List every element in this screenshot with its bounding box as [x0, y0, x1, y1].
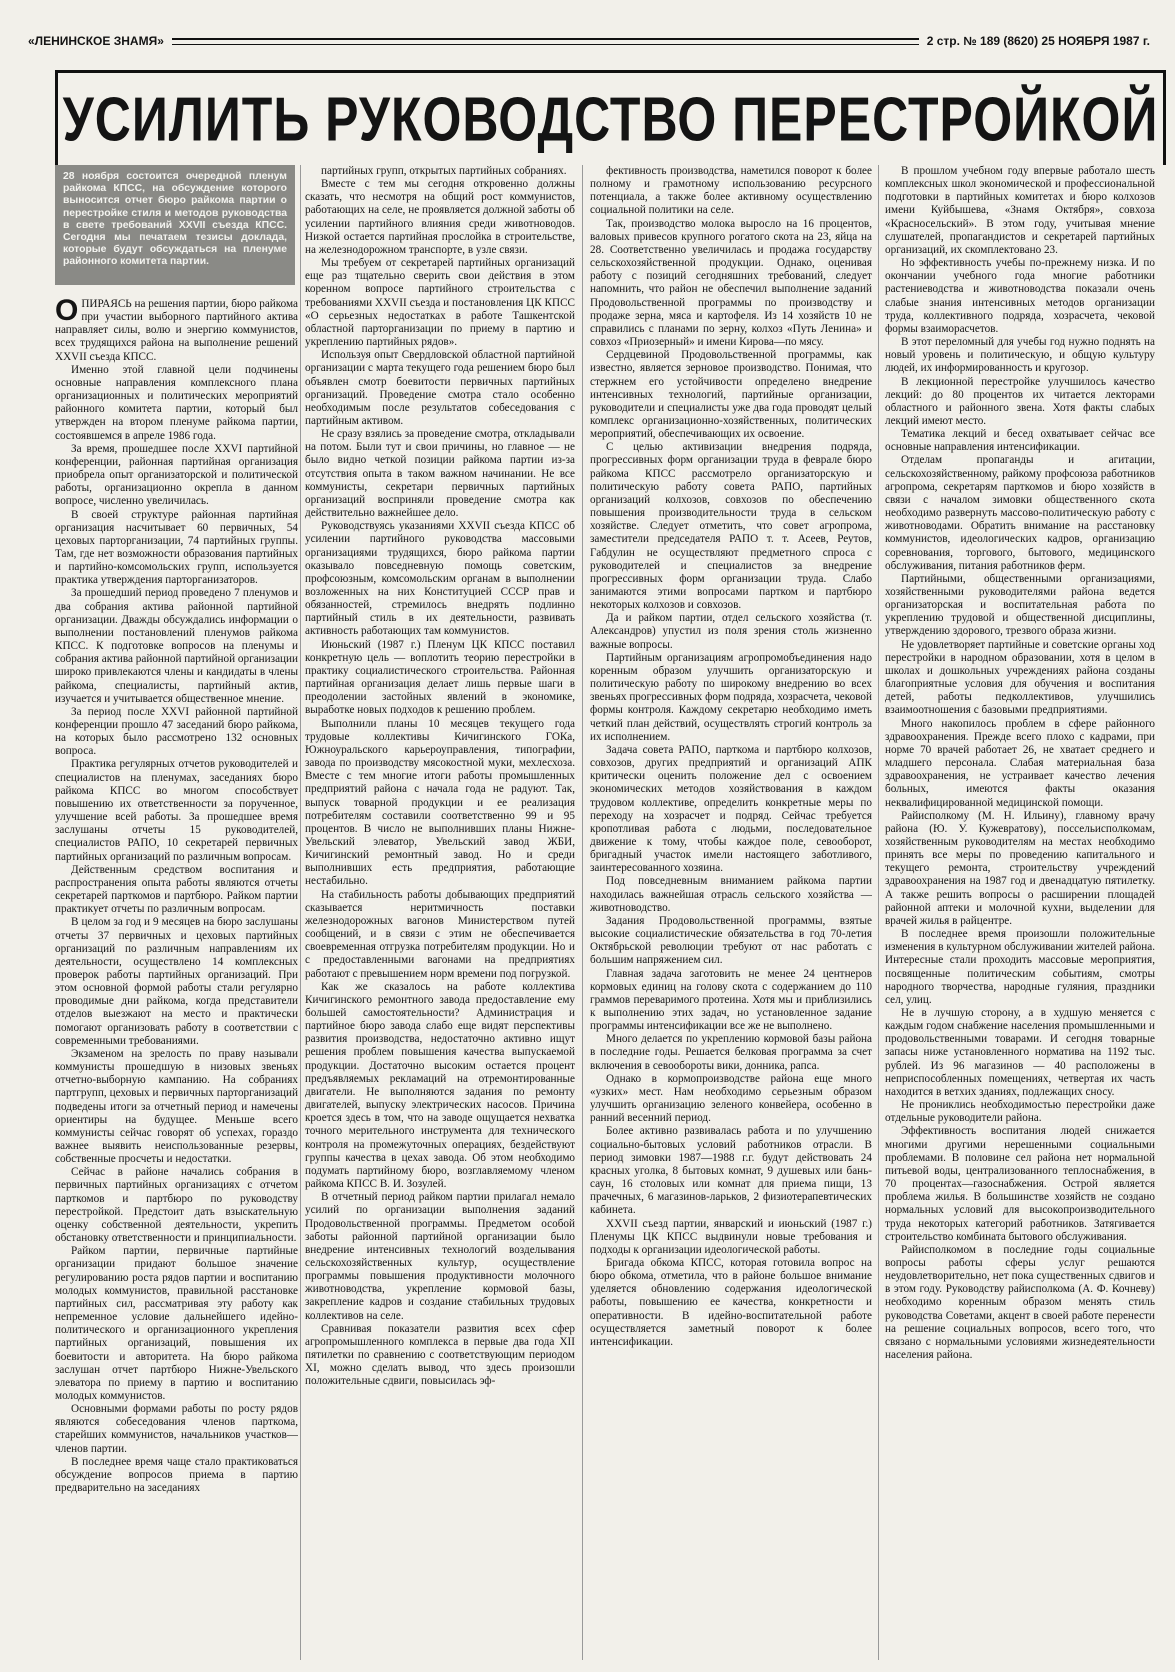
article-paragraph: Но эффективность учебы по-прежнему низка. И по окончании учебного года многие работники растениеводства и животноводства показали очень слабые знания интенсивных методов организации труда, коллективного подряда, хозрасчета, чековой формы взаиморасчетов. [885, 257, 1155, 335]
article-paragraph: Более активно развивалась работа и по улучшению социально-бытовых условий работников отрасли. В период зимовки 1987—1988 г.г. будут действовать 24 красных уголка, 8 бытовых комнат, 9 душевых или бань-саун, 16 столовых или комнат для приема пищи, 13 прачечных, 6 магазинов-ларьков, 2 физиотерапевтических кабинета. [590, 1125, 872, 1217]
article-paragraph: Руководствуясь указаниями XXVII съезда КПСС об усилении партийного руководства массовыми организациями трудящихся, бюро райкома партии оказывало повседневную помощь советским, профсоюзным, комсомольским органам в выполнении возложенных на них Конституцией СССР прав и обязанностей, стремилось внедрять подлинно партийный стиль в их деятельности, развивать активность работающих там коммунистов. [305, 520, 575, 638]
article-column-2 [305, 165, 575, 1660]
issue-info: 2 стр. № 189 (8620) 25 НОЯБРЯ 1987 г. [926, 34, 1150, 48]
article-column-1 [55, 298, 298, 1658]
article-paragraph: Бригада обкома КПСС, которая готовила вопрос на бюро обкома, отметила, что в районе большое внимание уделяется обновлению содержания идеологической работы, повышению ее качества, конкретности и оперативности. В идейно-воспитательной работе осуществляется заметный поворот к более интенсификации. [590, 1256, 872, 1348]
article-paragraph: Сейчас в районе начались собрания в первичных партийных организациях с отчетом парткомов и партбюро по руководству перестройкой. Предстоит дать взыскательную оценку собственной деятельности, укрепить обстановку ответственности и принципиальности. [55, 1166, 298, 1245]
article-column-4 [885, 165, 1155, 1660]
article-paragraph: Не удовлетворяет партийные и советские органы ход перестройки в народном образовании, хотя в целом в школах и дошкольных учреждениях района созданы благоприятные условия для обучения и воспитания детей, работы педколлективов, улучшились взаимоотношения с базовыми предприятиями. [885, 638, 1155, 717]
article-paragraph: Июньский (1987 г.) Пленум ЦК КПСС поставил конкретную цель — воплотить теорию перестройки в практику социалистического строительства. Районная партийная организация делает лишь первые шаги в преодолении застойных явлений в экономике, выработке новых подходов к решению проблем. [305, 638, 575, 717]
article-paragraph: Выполнили планы 10 месяцев текущего года трудовые коллективы Кичигинского ГОКа, Южноуральского карьероуправления, типографии, завода по производству мясокостной муки, мехлесхоза. Вместе с тем многие итоги работы промышленных предприятий района с начала года не радуют. Так, выпуск товарной продукции и ее реализация потребителям составили соответственно 99 и 95 процентов. В число не выполнивших планы Нижне-Увельский элеватор, Увельский завод ЖБИ, Кичигинский ремонтный завод. Но и среди выполнивших есть предприятия, работающие нестабильно. [305, 717, 575, 888]
headline: УСИЛИТЬ РУКОВОДСТВО ПЕРЕСТРОЙКОЙ [62, 84, 1159, 154]
article-paragraph: Партийным организациям агропромобъединения надо коренным образом улучшить организаторскую и политическую работу по широкому внедрению во всех звеньях прогрессивных форм подряда, хозрасчета, чековой формы контроля. Каждому секретарю необходимо иметь четкий план действий, осуществлять строгий контроль за их исполнением. [590, 651, 872, 743]
column-divider [300, 165, 301, 1660]
article-paragraph: Практика регулярных отчетов руководителей и специалистов на пленумах, заседаниях бюро райкома КПСС во многом способствует повышению их ответственности за порученное, улучшение всей работы. За прошедшее время заслушаны отчеты 15 руководителей, специалистов РАПО, 10 секретарей первичных партийных организаций по различным вопросам. [55, 758, 298, 863]
article-paragraph: На стабильность работы добывающих предприятий сказывается неритмичность поставки железнодорожных вагонов Министерством путей сообщений, и в связи с этим не обеспечивается своевременная отгрузка потребителям продукции. Но и с предоставленными вагонами на предприятиях работают с превышением норм времени под погрузкой. [305, 888, 575, 980]
headline-banner [55, 70, 1166, 165]
article-paragraph: Тематика лекций и бесед охватывает сейчас все основные направления интенсификации. [885, 428, 1155, 454]
article-paragraph: Действенным средством воспитания и распространения опыта работы являются отчеты секретарей парткомов и партбюро. Райком партии практикует отчеты по различным вопросам. [55, 863, 298, 916]
column-divider [582, 165, 583, 1660]
article-paragraph: Отделам пропаганды и агитации, сельскохозяйственному, райкому профсоюза работников агропрома, секретарям парткомов и бюро хозяйств в связи с началом зимовки общественного скота необходимо развернуть массово-политическую работу с животноводами. Обратить внимание на расстановку коммунистов, идеологических кадров, организацию соревнования, торгового, бытового, медицинского обслуживания, питания работников ферм. [885, 454, 1155, 572]
article-paragraph: В целом за год и 9 месяцев на бюро заслушаны отчеты 37 первичных и цеховых партийных организаций по различным направлениям их деятельности, осуществлено 14 комплексных проверок работы партийных организаций. При этом основной формой работы стали регулярно проводимые дни райкома, когда представители отделов выезжают на место и практически помогают организовать работу в соответствии с современными требованиями. [55, 916, 298, 1047]
article-paragraph: В отчетный период райком партии прилагал немало усилий по организации выполнения заданий Продовольственной программы. Предметом особой заботы районной партийной организации было внедрение интенсивных технологий возделывания сельскохозяйственных культур, осуществление программы повышения продуктивности молочного животноводства, укрепление кормовой базы, закрепление кадров и создание стабильных трудовых коллективов на селе. [305, 1191, 575, 1322]
article-paragraph: Много накопилось проблем в сфере районного здравоохранения. Прежде всего плохо с кадрами, при норме 70 врачей работает 26, не хватает среднего и младшего персонала. Слабая материальная база здравоохранения, не устраивает качество лечения больных, имеются факты оказания неквалифицированной медицинской помощи. [885, 717, 1155, 809]
article-paragraph: В прошлом учебном году впервые работало шесть комплексных школ экономической и профессиональной подготовки в партийных комитетах и бюро колхозов имени Куйбышева, «Знамя Октября», совхоза «Красносельский». В этом году, учитывая мнение слушателей, пропагандистов и секретарей партийных организаций, их скомплектовано 23. [885, 165, 1155, 256]
article-paragraph: Именно этой главной цели подчинены основные направления комплексного плана организационных и политических мероприятий районного комитета партии, который был утвержден на втором пленуме райкома партии, состоявшемся в апреле 1986 года. [55, 363, 298, 442]
article-paragraph: С целью активизации внедрения подряда, прогрессивных форм организации труда в феврале бюро райкома КПСС рассмотрело организаторскую и политическую работу совета РАПО, партийных организаций колхозов, совхозов по обеспечению повышения производительности труда в сельском хозяйстве. Следует отметить, что совет агропрома, заместители председателя РАПО т. т. Асеев, Реутов, Габдулин не осуществляют предметного спроса с руководителей и специалистов за внедрение прогрессивных форм организации труда. Слабо занимаются этими вопросами партком и партбюро некоторых колхозов и совхозов. [590, 441, 872, 612]
article-paragraph: Вместе с тем мы сегодня откровенно должны сказать, что несмотря на общий рост коммунистов, работающих на селе, не проявляется должной заботы об усилении партийного влияния среди животноводов. Низкой остается партийная прослойка в строительстве, на железнодорожном транспорте, в узле связи. [305, 178, 575, 256]
article-paragraph: Основными формами работы по росту рядов являются собеседования членов парткома, старейших коммунистов, начальников участков—членов партии. [55, 1403, 298, 1455]
drop-cap: О [55, 298, 79, 327]
article-paragraph: Райисполкому (М. Н. Ильину), главному врачу района (Ю. У. Кужевратову), поссельисполкомам, хозяйственным руководителям на местах необходимо принять все меры по проведению капитального и текущего ремонта, строительству учреждений здравоохранения на 1987 год и двенадцатую пятилетку. А также решить вопросы о расширении площадей районной аптеки и молочной кухни, выделении для врачей жилья в райцентре. [885, 809, 1155, 927]
article-paragraph: Как же сказалось на работе коллектива Кичигинского ремонтного завода предоставление ему большей самостоятельности? Администрация и партийное бюро завода слабо еще видят перспективы развития производства, недостаточно активно ищут решения проблем повышения качества выпускаемой продукции. Достаточно высоким остается процент предъявляемых рекламаций на отремонтированные двигатели. Не выполняются задания по ремонту двигателей, выпуску электрических насосов. Причина кроется здесь в том, что на заводе ощущается нехватка точного мерительного инструмента для технического контроля на промежуточных операциях, бездействуют группы качества в цехах завода. Об этом необходимо подумать партийному бюро, возглавляемому членом райкома КПСС В. И. Зозулей. [305, 980, 575, 1191]
newspaper-name: «ЛЕНИНСКОЕ ЗНАМЯ» [28, 34, 164, 48]
article-paragraph: В лекционной перестройке улучшилось качество лекций: до 80 процентов их читается лекторами областного и районного звена. Хотя факты слабых лекций имеют место. [885, 375, 1155, 427]
article-paragraph: В последнее время чаще стало практиковаться обсуждение вопросов приема в партию предварительно на заседаниях [55, 1455, 298, 1495]
article-paragraph: За прошедший период проведено 7 пленумов и два собрания актива районной партийной организации. Дважды обсуждались информации о выполнении постановлений пленумов райкома КПСС. К подготовке вопросов на пленумы и собрания актива районной партийной организации широко привлекаются члены и кандидаты в члены райкома, специалисты, партийный актив, изучается и учитывается общественное мнение. [55, 587, 298, 705]
article-column-3 [590, 165, 872, 1660]
column-divider [878, 165, 879, 1660]
article-paragraph: Мы требуем от секретарей партийных организаций еще раз тщательно сверить свои действия в этом коренном вопросе партийного строительства с требованиями XXVII съезда и постановления ЦК КПСС «О серьезных недостатках в работе Ташкентской областной парторганизации по приему в партию и укреплению партийных рядов». [305, 257, 575, 349]
article-paragraph: Сравнивая показатели развития всех сфер агропромышленного комплекса в первые два года XII пятилетки по сравнению с соответствующим периодом XI, можно сделать вывод, что здесь произошли положительные сдвиги, повысилась эф- [305, 1322, 575, 1388]
article-paragraph: За период после XXVI районной партийной конференции прошло 47 заседаний бюро райкома, на которых было рассмотрено 132 основных вопроса. [55, 705, 298, 758]
article-paragraph: Не сразу взялись за проведение смотра, откладывали на потом. Были тут и свои причины, но главное — не было видно четкой позиции райкома партии из-за отсутствия опыта в таком важном начинании. Не все коммунисты, секретари первичных партийных организаций восприняли проведение смотра как действительно важнейшее дело. [305, 428, 575, 520]
article-paragraph: За время, прошедшее после XXVI партийной конференции, районная партийная организация приобрела опыт организаторской и политической работы, организационно окрепла в данном вопросе, численно увеличилась. [55, 442, 298, 508]
article-paragraph: Сердцевиной Продовольственной программы, как известно, является зерновое производство. Понимая, что стержнем его устойчивости определено внедрение интенсивных технологий, партийные организации, руководители и специалисты уже два года проводят целый комплекс организационно-хозяйственных, политических мероприятий, обеспечивающих их освоение. [590, 349, 872, 441]
article-paragraph: Используя опыт Свердловской областной партийной организации с марта текущего года решением бюро был объявлен смотр боевитости первичных партийных организаций. Проведение смотра стало особенно необходимым после результатов собеседования с партийным активом. [305, 349, 575, 427]
article-paragraph: Задача совета РАПО, парткома и партбюро колхозов, совхозов, других предприятий и организаций АПК критически оценить положение дел с освоением экономических методов хозяйствования в каждом трудовом коллективе, определить конкретные меры по переходу на хозрасчет и подряд. Сейчас требуется кропотливая работа с людьми, последовательное движение к тому, чтобы каждое поле, севооборот, бригадный участок имели настоящего заботливого, заинтересованного хозяина. [590, 743, 872, 875]
article-paragraph [55, 298, 298, 364]
article-paragraph: фективность производства, наметился поворот к более полному и грамотному использованию ресурсного потенциала, а также более активному осуществлению социальной политики на селе. [590, 165, 872, 217]
article-paragraph: Много делается по укреплению кормовой базы района в последние годы. Решается белковая программа за счет включения в севообороты вики, донника, рапса. [590, 1033, 872, 1072]
article-paragraph: Не прониклись необходимостью перестройки даже отдельные руководители района. [885, 1099, 1155, 1125]
article-paragraph: XXVII съезд партии, январский и июньский (1987 г.) Пленумы ЦК КПСС выдвинули новые требования и подходы к организации идеологической работы. [590, 1217, 872, 1256]
first-paragraph-text: ПИРАЯСЬ на решения партии, бюро райкома при участии выборного партийного актива направляет силы, волю и энергию коммунистов, всех трудящихся района на выполнение решений XXVII съезда КПСС. [55, 298, 298, 363]
article-paragraph: Райисполкомом в последние годы социальные вопросы работы сферы услуг решаются неудовлетворительно, нет пока существенных сдвигов и в этом году. Руководству райисполкома (А. Ф. Кочневу) необходимо коренным образом менять стиль руководства Советами, акцент в своей работе перенести на решение социальных вопросов, всего того, что связано с нормальными условиями жизнедеятельности населения района. [885, 1243, 1155, 1362]
article-paragraph: партийных групп, открытых партийных собраниях. [321, 165, 567, 177]
article-paragraph: Райком партии, первичные партийные организации придают большое значение регулированию роста рядов партии и воспитанию молодых коммунистов, правильной расстановке партийных сил, рассматривая эту работу как непременное условие дальнейшего идейно-политического и организационного укрепления партийных организаций, повышения их боевитости и авторитета. На бюро райкома заслушан отчет партбюро Нижне-Увельского элеватора по приему в партию и воспитанию молодых коммунистов. [55, 1245, 298, 1402]
masthead-rule [172, 38, 919, 45]
article-paragraph: Партийными, общественными организациями, хозяйственными руководителями района ведется организаторская и воспитательная работа по укреплению трудовой и общественной дисциплины, утверждению здорового, трезвого образа жизни. [885, 572, 1155, 638]
article-paragraph: Задания Продовольственной программы, взятые высокие социалистические обязательства в год 70-летия Октябрьской революции требуют от нас работать с большим напряжением сил. [590, 914, 872, 967]
article-paragraph: Под повседневным вниманием райкома партии находилась важнейшая отрасль сельского хозяйства — животноводство. [590, 875, 872, 914]
masthead [28, 30, 1150, 52]
article-paragraph: Экзаменом на зрелость по праву называли коммунисты прошедшую в низовых звеньях отчетно-выборную кампанию. На собраниях партгрупп, цеховых и первичных парторганизаций подведены итоги за отчетный период и намечены ориентиры на будущее. Меньше всего коммунисты сейчас говорят об успехах, гораздо важнее выявить неиспользованные резервы, собственные просчеты и недостатки. [55, 1047, 298, 1166]
lead-paragraph: 28 ноября состоится очередной пленум райкома КПСС, на обсуждение которого выносится отчет бюро райкома партии о перестройке стиля и методов руководства в свете требований XXVII съезда КПСС. Сегодня мы печатаем тезисы доклада, которые будут обсуждаться на пленуме районного комитета партии. [55, 165, 295, 285]
article-paragraph: Да и райком партии, отдел сельского хозяйства (т. Александров) упустил из поля зрения столь жизненно важные вопросы. [590, 612, 872, 651]
article-paragraph: Однако в кормопроизводстве района еще много «узких» мест. Нам необходимо серьезным образом улучшить организацию зеленого конвейера, особенно в ранний весенний период. [590, 1072, 872, 1125]
article-paragraph: В этот переломный для учебы год нужно поднять на новый уровень и политическую, и общую культуру людей, их информированность и кругозор. [885, 336, 1155, 375]
article-paragraph: Главная задача заготовить не менее 24 центнеров кормовых единиц на голову скота с содержанием до 110 граммов переваримого протеина. Хотя мы и приблизились к выполнению этих задач, но установленное задание программы интенсификации все же не выполнено. [590, 967, 872, 1033]
article-paragraph: Так, производство молока выросло на 16 процентов, валовых привесов крупного рогатого скота на 23, яйца на 28. Соответственно увеличилась и продажа государству сельскохозяйственной продукции. Однако, оценивая работу с позиций сегодняшних требований, следует напомнить, что район не обеспечил выполнение заданий Продовольственной программы по производству и продаже зерна, мяса и картофеля. Из 14 хозяйств 10 не справились с планами по зерну, колхоз «Путь Ленина» и совхоз «Приозерный» и имени Кирова—по мясу. [590, 217, 872, 349]
article-paragraph: Не в лучшую сторону, а в худшую меняется с каждым годом снабжение населения промышленными и продовольственными товарами. И сегодня товарные запасы ниже установленного норматива на 1192 тыс. рублей. Из 96 магазинов — 40 расположены в неприспособленных помещениях, четвертая их часть находится в ветхих зданиях, подлежащих сносу. [885, 1007, 1155, 1098]
article-paragraph: В своей структуре районная партийная организация насчитывает 60 первичных, 54 цеховых парторганизации, 74 партийных группы. Там, где нет возможности образования партийных и партийно-комсомольских групп, используется практика утверждения парторганизаторов. [55, 508, 298, 587]
article-paragraph: Эффективность воспитания людей снижается многими другими нерешенными социальными проблемами. В половине сел района нет нормальной питьевой воды, централизованного теплоснабжения, в 70 процентах—газоснабжения. Острой является проблема жилья. В большинстве хозяйств не создано нормальных условий для высокопроизводительного труда некоторых категорий работников. Затягивается строительство комбината бытового обслуживания. [885, 1125, 1155, 1243]
article-paragraph: В последнее время произошли положительные изменения в культурном обслуживании жителей района. Интересные стали проходить массовые мероприятия, посвященные политическим событиям, смотры народного творчества, народные гуляния, праздники сел, улиц. [885, 928, 1155, 1006]
